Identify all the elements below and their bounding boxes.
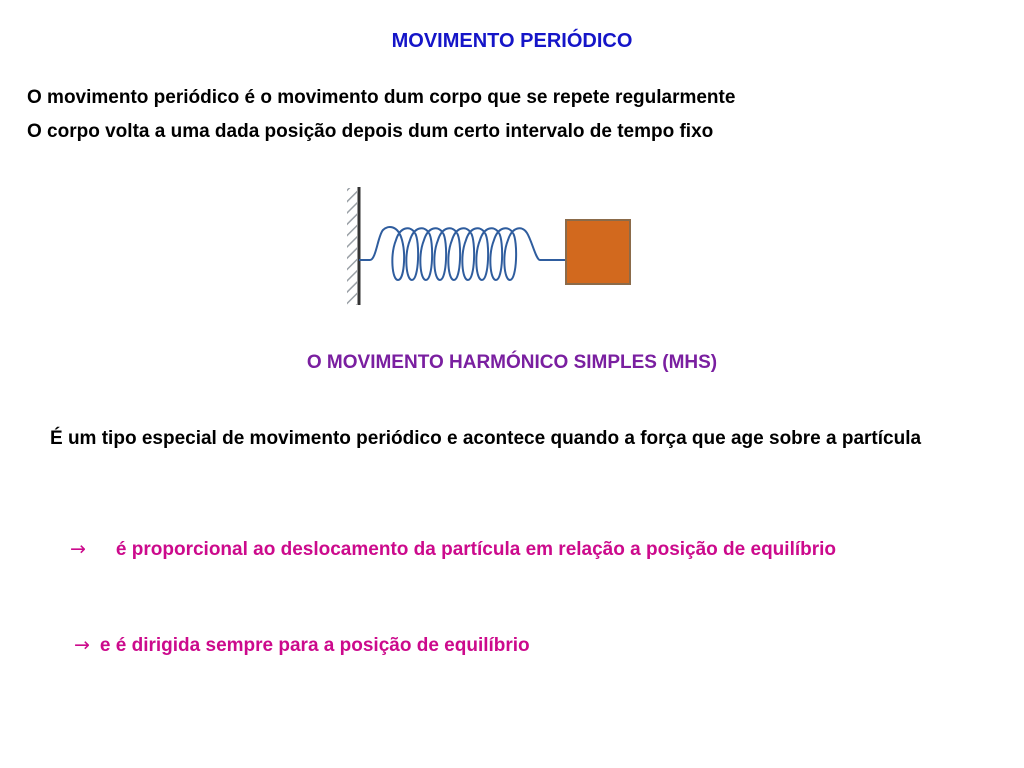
mhs-description: É um tipo especial de movimento periódico e acontece quando a força que age sobre a partícula: [50, 428, 922, 449]
intro-line-1: O movimento periódico é o movimento dum corpo que se repete regularmente: [27, 87, 736, 108]
bullet-text-2: e é dirigida sempre para a posição de equilíbrio: [99, 635, 530, 656]
spring-icon: [359, 227, 566, 280]
arrow-right-icon: →: [74, 634, 90, 656]
bullet-item-2: [74, 631, 530, 660]
bullet-item-1: [66, 535, 950, 564]
intro-line-2: O corpo volta a uma dada posição depois dum certo intervalo de tempo fixo: [27, 121, 714, 142]
mass-block-icon: [566, 220, 630, 284]
slide-title: MOVIMENTO PERIÓDICO: [391, 30, 633, 52]
bullet-text-1: é proporcional ao deslocamento da partícula em relação a posição de equilíbrio: [115, 539, 837, 560]
section-subtitle: O MOVIMENTO HARMÓNICO SIMPLES (MHS): [306, 352, 718, 373]
arrow-right-icon: →: [70, 538, 86, 560]
wall-icon: [347, 187, 359, 305]
spring-mass-diagram: [340, 185, 640, 307]
